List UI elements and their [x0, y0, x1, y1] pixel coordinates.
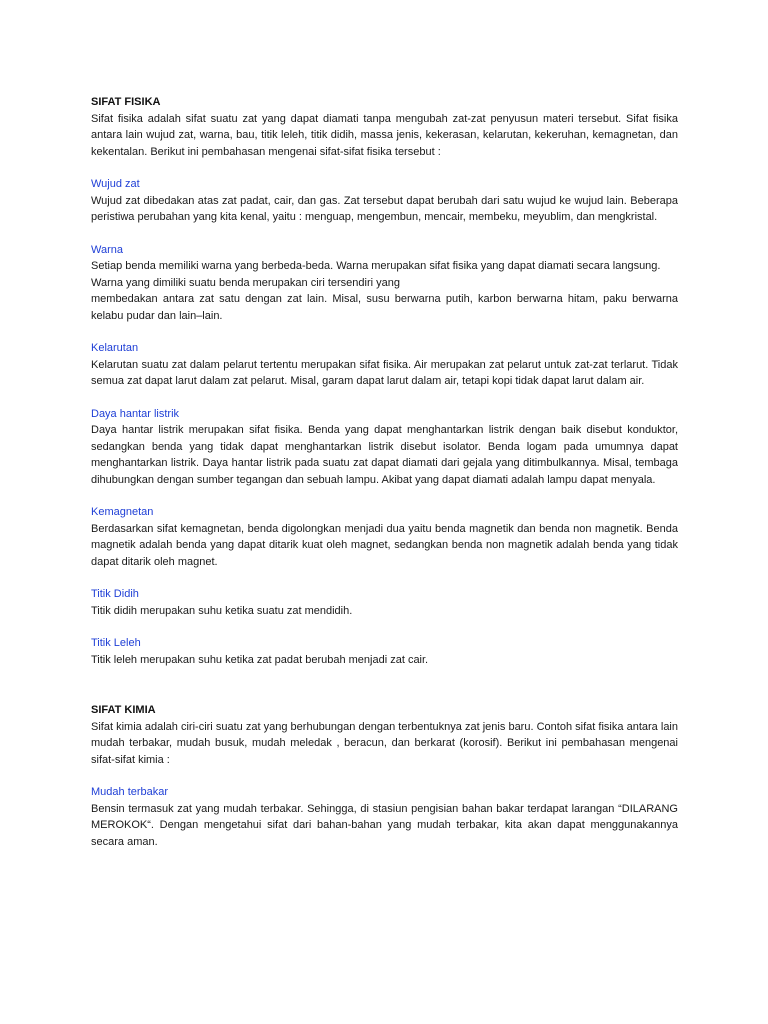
- subheading-kelarutan: Kelarutan: [91, 342, 139, 354]
- subheading-wujud-zat: Wujud zat: [91, 178, 140, 190]
- subheading-kemagnetan: Kemagnetan: [91, 506, 154, 518]
- subheading-mudah-terbakar: Mudah terbakar: [91, 786, 169, 798]
- paragraph-kelarutan: Kelarutan suatu zat dalam pelarut tertentu merupakan sifat fisika. Air merupakan zat pelarut untuk zat-zat terlarut. Tidak semua zat dapat larut dalam zat pelarut. Misal, garam dapat larut dalam air, tetapi kopi tidak dapat larut dalam air.: [91, 358, 678, 387]
- section-heading-sifat-kimia: SIFAT KIMIA: [91, 704, 156, 716]
- paragraph-sifat-kimia-intro: Sifat kimia adalah ciri-ciri suatu zat yang berhubungan dengan terbentuknya zat jenis baru. Contoh sifat fisika antara lain mudah terbakar, mudah busuk, mudah meledak , beracun, dan berkarat (korosif). Berikut ini pembahasan mengenai sifat-sifat kimia :: [91, 720, 678, 766]
- paragraph-titik-didih: Titik didih merupakan suhu ketika suatu zat mendidih.: [91, 604, 353, 617]
- subheading-titik-didih: Titik Didih: [91, 588, 139, 600]
- document-page: [91, 94, 678, 850]
- paragraph-wujud-zat: Wujud zat dibedakan atas zat padat, cair, dan gas. Zat tersebut dapat berubah dari satu wujud ke wujud lain. Beberapa peristiwa perubahan yang kita kenal, yaitu : menguap, mengembun, mencair, membeku, meyublim, dan mengkristal.: [91, 194, 678, 223]
- paragraph-daya-hantar-listrik: Daya hantar listrik merupakan sifat fisika. Benda yang dapat menghantarkan listrik dengan baik disebut konduktor, sedangkan benda yang tidak dapat menghantarkan listrik disebut isolator. Benda logam pada umumnya dapat menghantarkan listrik. Daya hantar listrik pada suatu zat dapat diamati dari gejala yang ditimbulkannya. Misal, tembaga dihubungkan dengan sumber tegangan dan sebuah lampu. Akibat yang dapat diamati adalah lampu dapat menyala.: [91, 424, 678, 486]
- subheading-daya-hantar-listrik: Daya hantar listrik: [91, 407, 180, 420]
- subheading-warna: Warna: [91, 243, 123, 256]
- paragraph-warna-part2: membedakan antara zat satu dengan zat lain. Misal, susu berwarna putih, karbon berwarna hitam, paku berwarna kelabu pudar dan lain–lain.: [91, 293, 678, 322]
- paragraph-kemagnetan: Berdasarkan sifat kemagnetan, benda digolongkan menjadi dua yaitu benda magnetik dan benda non magnetik. Benda magnetik adalah benda yang dapat ditarik kuat oleh magnet, sedangkan benda non magnetik adalah benda yang tidak dapat ditarik oleh magnet.: [91, 522, 678, 568]
- paragraph-warna-part1: Setiap benda memiliki warna yang berbeda-beda. Warna merupakan sifat fisika yang dapat diamati secara langsung. Warna yang dimiliki suatu benda merupakan ciri tersendiri yang: [91, 260, 661, 289]
- paragraph-sifat-fisika-intro: Sifat fisika adalah sifat suatu zat yang dapat diamati tanpa mengubah zat-zat penyusun materi tersebut. Sifat fisika antara lain wujud zat, warna, bau, titik leleh, titik didih, massa jenis, kekerasan, kelarutan, kekeruhan, kemagnetan, dan kekentalan. Berikut ini pembahasan mengenai sifat-sifat fisika tersebut :: [91, 112, 678, 158]
- subheading-titik-leleh: Titik Leleh: [91, 637, 141, 649]
- paragraph-titik-leleh: Titik leleh merupakan suhu ketika zat padat berubah menjadi zat cair.: [91, 653, 429, 666]
- section-heading-sifat-fisika: SIFAT FISIKA: [91, 96, 161, 108]
- paragraph-mudah-terbakar: Bensin termasuk zat yang mudah terbakar. Sehingga, di stasiun pengisian bahan bakar terdapat larangan “DILARANG MEROKOK“. Dengan mengetahui sifat dari bahan-bahan yang mudah terbakar, kita akan dapat menggunakannya secara aman.: [91, 802, 678, 848]
